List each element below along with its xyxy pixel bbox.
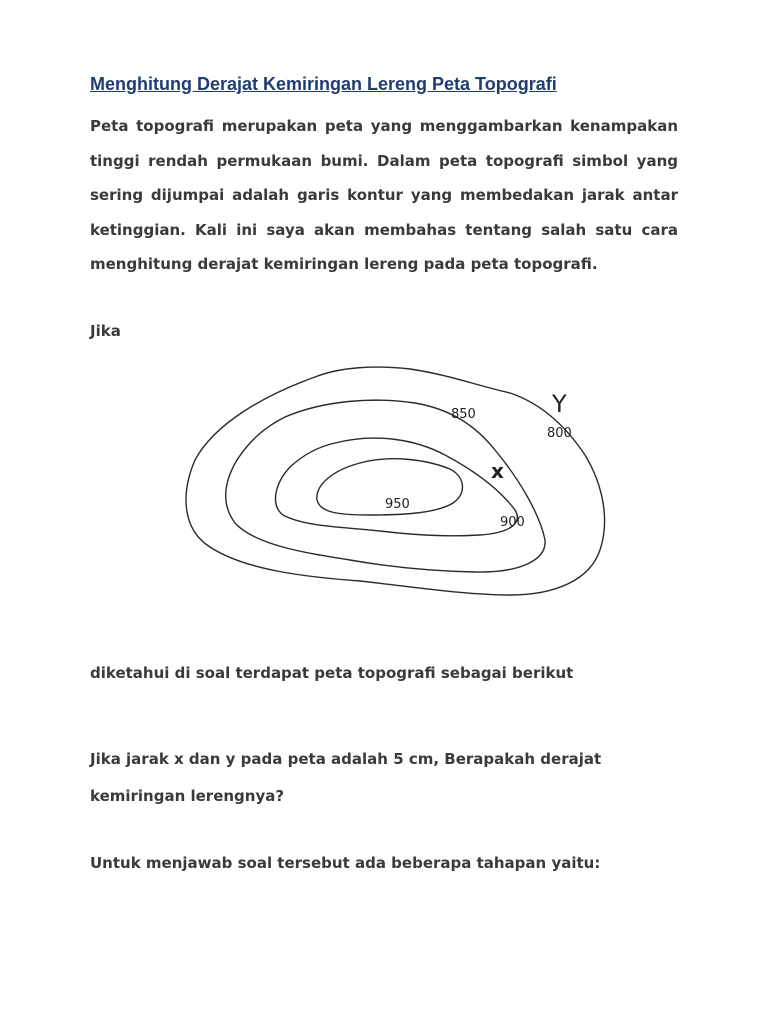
- article-title: Menghitung Derajat Kemiringan Lereng Peta Topografi: [90, 74, 557, 94]
- contour-line-850: [226, 400, 545, 572]
- contour-label-950: 950: [385, 497, 410, 512]
- topographic-map: [175, 355, 615, 600]
- contour-label-850: 850: [451, 407, 476, 422]
- point-y-marker: Y: [552, 390, 567, 418]
- point-x-marker: x: [491, 459, 504, 483]
- question-line-1: Jika jarak x dan y pada peta adalah 5 cm, Berapakah derajat: [90, 750, 602, 768]
- jika-label: Jika: [90, 322, 121, 340]
- map-caption: diketahui di soal terdapat peta topografi sebagai berikut: [90, 664, 574, 682]
- intro-paragraph: Peta topografi merupakan peta yang menggambarkan kenampakan tinggi rendah permukaan bumi. Dalam peta topografi simbol yang sering dijumpai adalah garis kontur yang membedakan jarak antar ketinggian. Kali ini saya akan membahas tentang salah satu cara menghitung derajat kemiringan lereng pada peta topografi.: [90, 117, 678, 274]
- contour-line-900: [276, 438, 518, 536]
- steps-intro: Untuk menjawab soal tersebut ada beberapa tahapan yaitu:: [90, 854, 601, 872]
- contour-label-900: 900: [500, 515, 525, 530]
- question-line-2: kemiringan lerengnya?: [90, 787, 285, 805]
- contour-label-800: 800: [547, 426, 572, 441]
